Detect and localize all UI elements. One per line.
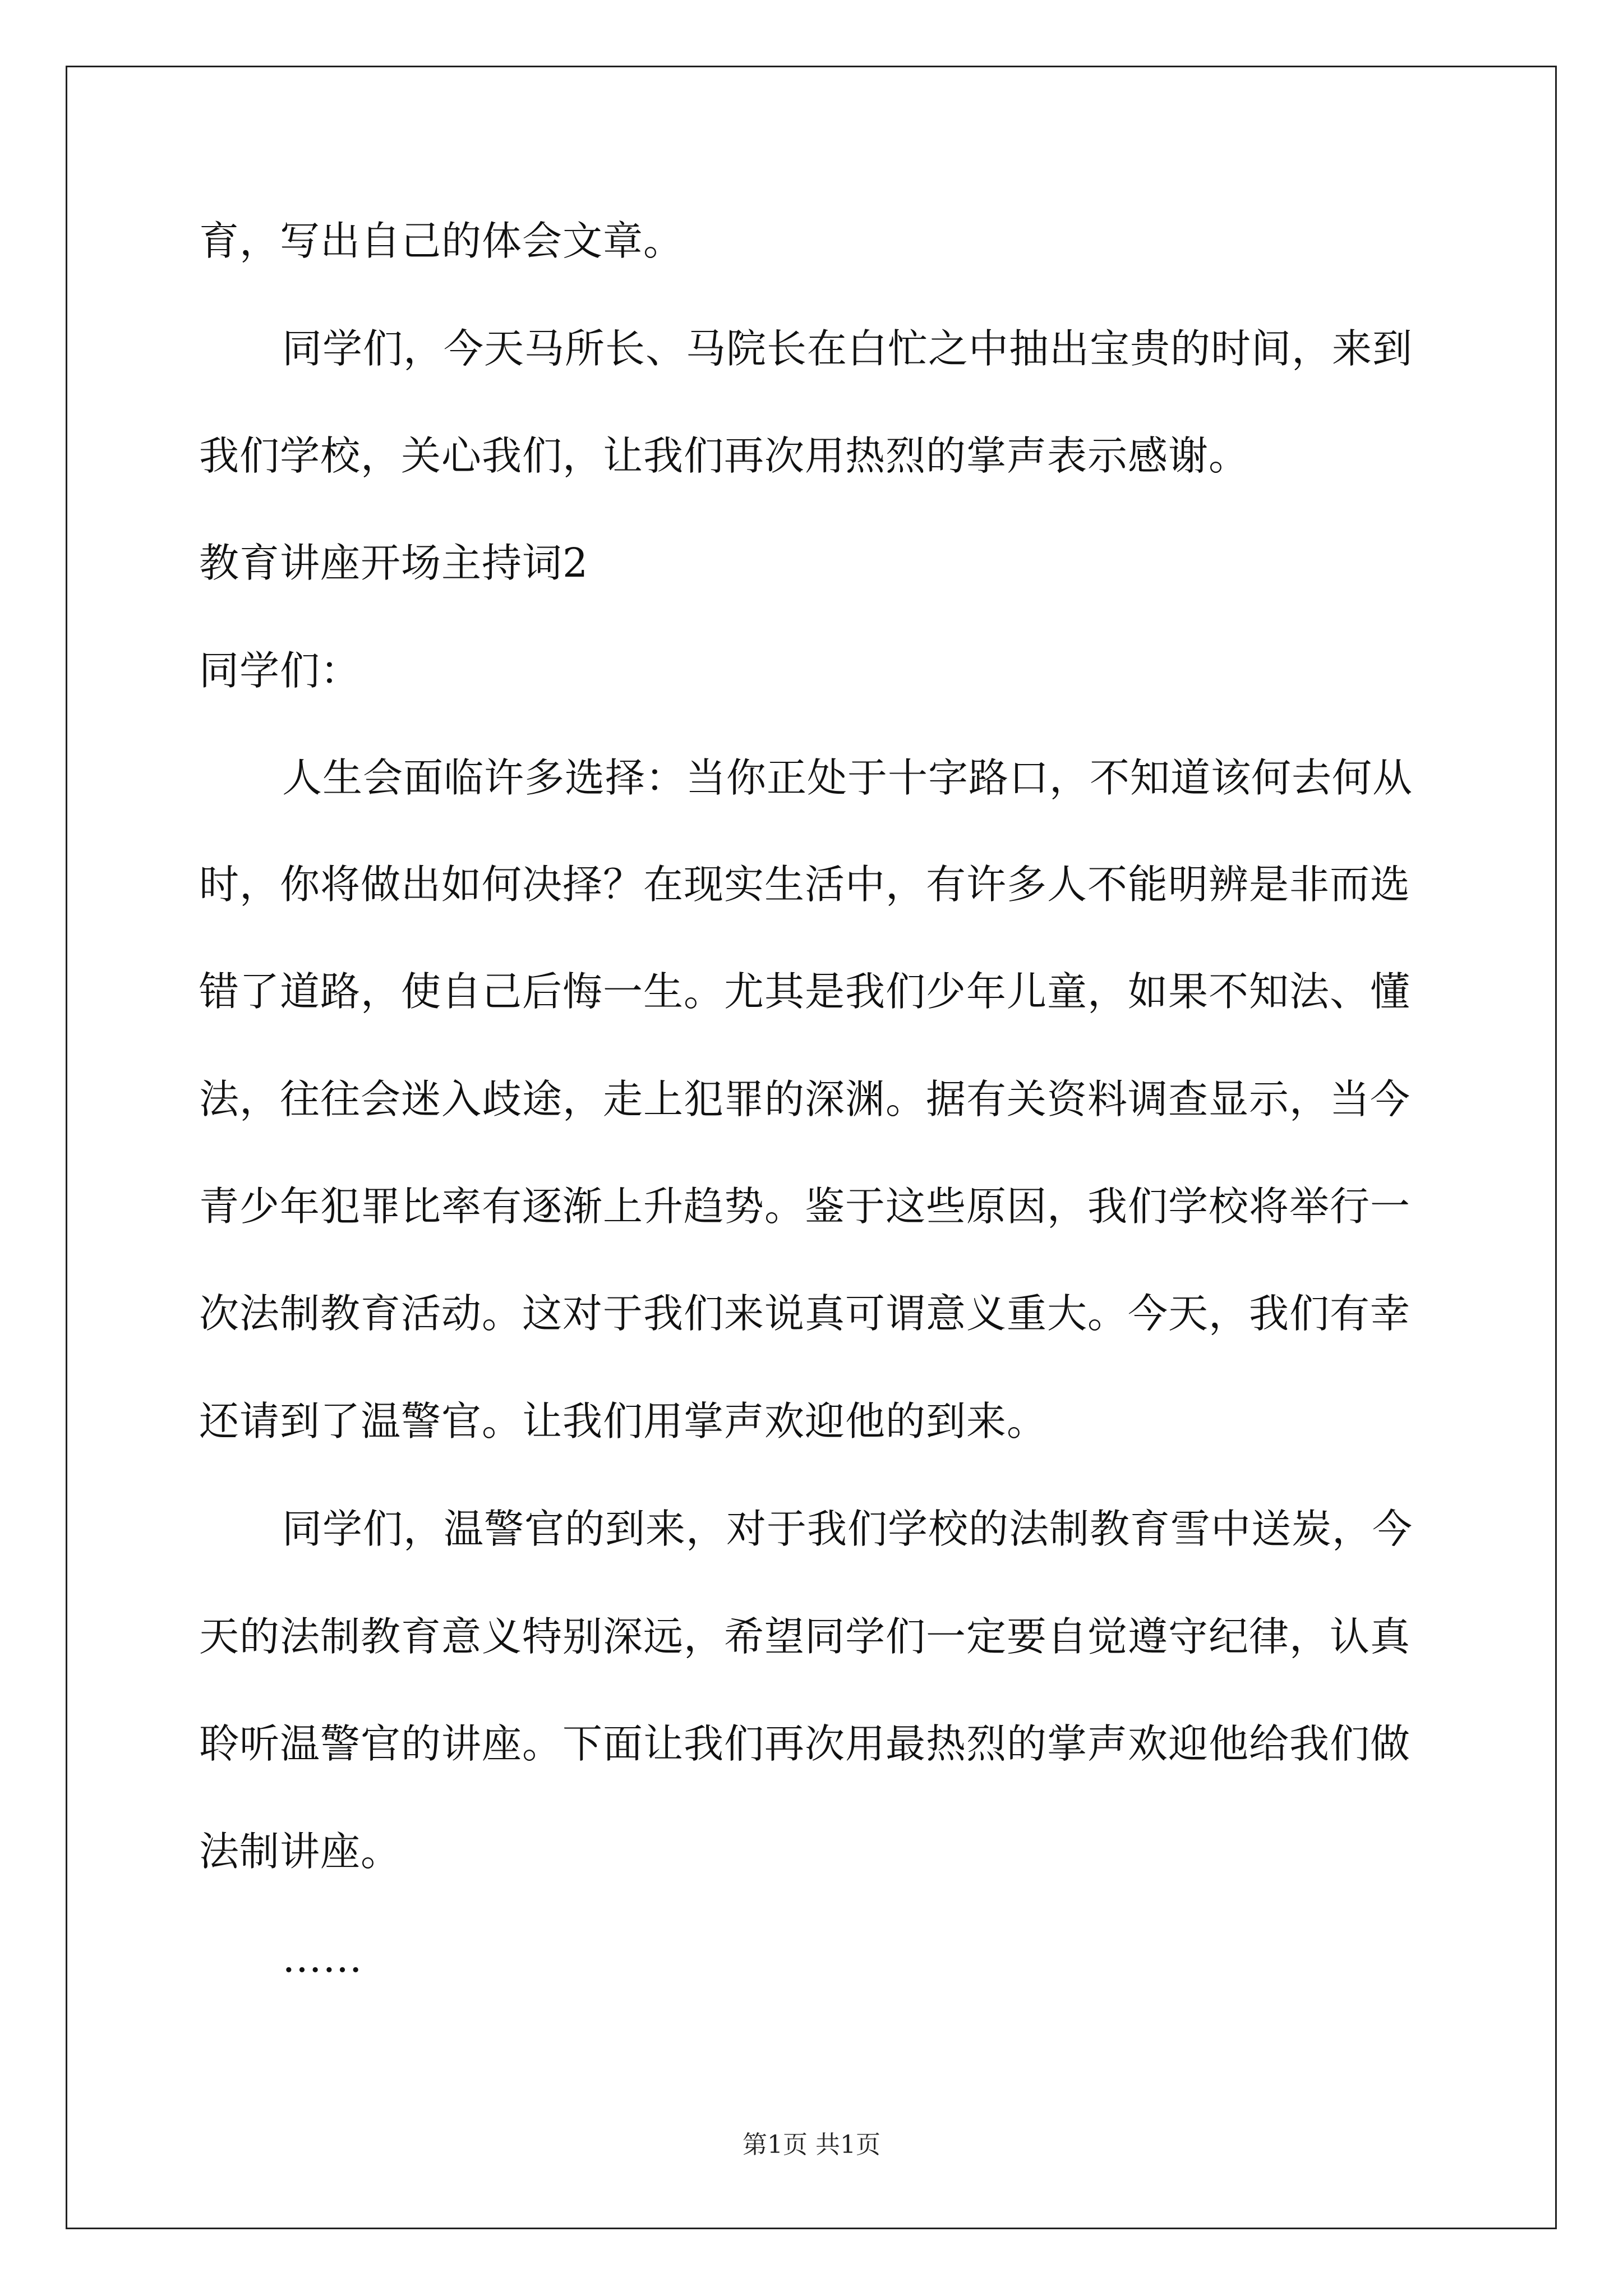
- salutation: 同学们：: [199, 647, 361, 694]
- text-line: 时，你将做出如何决择？在现实生活中，有许多人不能明辨是非而选: [199, 861, 1411, 908]
- text-line: 天的法制教育意义特别深远，希望同学们一定要自觉遵守纪律，认真: [199, 1613, 1411, 1660]
- text-line: 错了道路，使自己后悔一生。尤其是我们少年儿童，如果不知法、懂: [199, 968, 1411, 1015]
- text-line: 人生会面临许多选择：当你正处于十字路口，不知道该何去何从: [282, 754, 1413, 801]
- text-line: 法，往往会迷入歧途，走上犯罪的深渊。据有关资料调查显示，当今: [199, 1076, 1411, 1122]
- text-line: 聆听温警官的讲座。下面让我们再次用最热烈的掌声欢迎他给我们做: [199, 1720, 1411, 1767]
- page-border: [66, 66, 1557, 2229]
- text-line: 育，写出自己的体会文章。: [199, 218, 684, 264]
- text-line: 还请到了温警官。让我们用掌声欢迎他的到来。: [199, 1398, 1048, 1444]
- text-line: 我们学校，关心我们，让我们再次用热烈的掌声表示感谢。: [199, 432, 1249, 479]
- text-line: 次法制教育活动。这对于我们来说真可谓意义重大。今天，我们有幸: [199, 1290, 1411, 1337]
- text-line: 青少年犯罪比率有逐渐上升趋势。鉴于这些原因，我们学校将举行一: [199, 1183, 1411, 1230]
- text-line: 同学们，温警官的到来，对于我们学校的法制教育雪中送炭，今: [282, 1506, 1413, 1552]
- text-line: 同学们，今天马所长、马院长在白忙之中抽出宝贵的时间，来到: [282, 325, 1413, 372]
- text-line: 法制讲座。: [199, 1828, 402, 1875]
- section-heading: 教育讲座开场主持词2: [199, 540, 589, 586]
- ellipsis: ……: [282, 1935, 363, 1981]
- page-number-footer: 第1页 共1页: [743, 2131, 880, 2159]
